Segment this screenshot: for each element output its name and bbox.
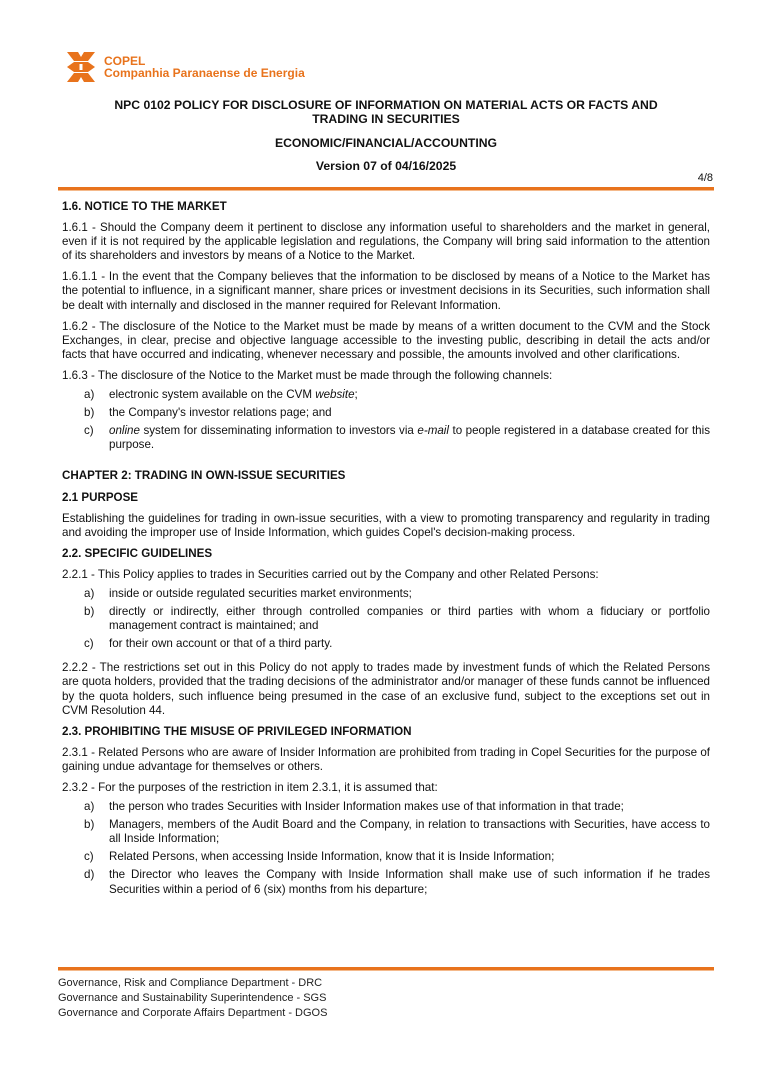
paragraph-1-6-1-1: 1.6.1.1 - In the event that the Company believes that the information to be disclosed by means of a Notice to the Market has the potential to influence, in a significant manner, share prices or investment decisions in its Securities, such information shall be dealt with internally and disclosed in the manner required for Relevant Information. (62, 270, 710, 312)
document-title: NPC 0102 POLICY FOR DISCLOSURE OF INFORMATION ON MATERIAL ACTS OR FACTS AND TRADING IN SECURITIES (114, 98, 658, 126)
document-version: Version 07 of 04/16/2025 (315, 159, 457, 173)
section-heading: 2.2. SPECIFIC GUIDELINES (62, 546, 213, 560)
chapter-heading: CHAPTER 2: TRADING IN OWN-ISSUE SECURITIES (62, 469, 346, 483)
list-item (62, 587, 710, 601)
list-marker: c) (84, 850, 94, 864)
list-marker: c) (84, 424, 94, 438)
list-text: inside or outside regulated securities market environments; (109, 586, 412, 600)
list-item (62, 406, 710, 420)
list-marker: a) (84, 800, 95, 814)
paragraph-2-1: Establishing the guidelines for trading in own-issue securities, with a view to promoting transparency and regularity in trading and avoiding the improper use of Inside Information, which guides Copel's decision-making process. (62, 511, 710, 539)
document-category: ECONOMIC/FINANCIAL/ACCOUNTING (274, 136, 498, 150)
paragraph-1-6-2: 1.6.2 - The disclosure of the Notice to the Market must be made by means of a written document to the CVM and the Stock Exchanges, in clear, precise and objective language accessible to the investing public, describing in detail the acts and/or facts that have occurred and indicating, whenever necessary and possible, the amounts involved and other clarifications. (62, 319, 710, 361)
list-text: the Director who leaves the Company with Inside Information shall make use of such information if he trades Securities within a period of 6 (six) months from his departure; (109, 868, 710, 896)
paragraph-1-6-3: 1.6.3 - The disclosure of the Notice to the Market must be made through the following channels: (62, 368, 553, 382)
list-text-italic: website (315, 388, 355, 402)
logo-name: COPEL (104, 54, 146, 68)
list-text: to people registered in a database created for this purpose. (109, 424, 710, 452)
footer-line: Governance and Corporate Affairs Department - DGOS (58, 1007, 328, 1019)
list-item (62, 388, 710, 402)
list-text: Managers, members of the Audit Board and the Company, in relation to transactions with Securities, have access to all Inside Information; (109, 818, 710, 846)
list-item (62, 850, 710, 864)
section-heading: 2.1 PURPOSE (62, 490, 139, 504)
footer-line: Governance and Sustainability Superintendence - SGS (58, 992, 327, 1004)
list-marker: c) (84, 637, 94, 651)
footer (58, 976, 327, 1021)
trades-list (62, 587, 710, 651)
paragraph-2-3-2: 2.3.2 - For the purposes of the restriction in item 2.3.1, it is assumed that: (62, 781, 438, 794)
list-text: the person who trades Securities with Insider Information makes use of that information in that trade; (109, 800, 624, 814)
paragraph-2-2-1: 2.2.1 - This Policy applies to trades in Securities carried out by the Company and other Related Persons: (62, 567, 599, 581)
list-item (62, 800, 710, 814)
copel-logo-icon (64, 50, 98, 84)
list-item (62, 818, 710, 846)
list-item (62, 868, 710, 896)
page-number: 4/8 (697, 172, 713, 184)
list-marker: d) (84, 868, 95, 882)
section-heading: 1.6. NOTICE TO THE MARKET (62, 200, 227, 213)
list-text: directly or indirectly, either through controlled companies or third parties with whom a fiduciary or portfolio management contract is maintained; and (109, 605, 710, 633)
list-text: for their own account or that of a third party. (109, 637, 333, 651)
list-text-italic: online (109, 424, 140, 438)
paragraph-1-6-1: 1.6.1 - Should the Company deem it pertinent to disclose any information useful to shareholders and the market in general, even if it is not required by the applicable legislation and regulations, the Company will bring said information to the attention of its shareholders and investors by means of a Notice to the Market. (62, 221, 710, 263)
list-text: Related Persons, when accessing Inside Information, know that it is Inside Information; (109, 850, 555, 864)
list-item (62, 605, 710, 633)
list-text: the Company's investor relations page; and (109, 406, 332, 420)
list-text: electronic system available on the CVM (109, 388, 316, 402)
list-marker: a) (84, 586, 95, 600)
list-marker: b) (84, 406, 95, 420)
list-text: system for disseminating information to investors via (139, 424, 418, 438)
list-item (62, 637, 710, 651)
footer-divider (58, 967, 714, 971)
list-marker: a) (84, 388, 95, 402)
paragraph-2-3-1: 2.3.1 - Related Persons who are aware of Insider Information are prohibited from trading in Copel Securities for the purpose of gaining undue advantage for themselves or others. (62, 745, 710, 773)
document-body (62, 200, 710, 907)
list-marker: b) (84, 605, 95, 619)
company-logo (64, 50, 305, 84)
header-divider (58, 187, 714, 191)
logo-subtitle: Companhia Paranaense de Energia (104, 66, 305, 80)
list-item (62, 424, 710, 452)
assumptions-list (62, 800, 710, 897)
list-marker: b) (84, 818, 95, 832)
section-heading: 2.3. PROHIBITING THE MISUSE OF PRIVILEGED INFORMATION (62, 724, 412, 738)
list-text: ; (354, 388, 358, 402)
paragraph-2-2-2: 2.2.2 - The restrictions set out in this Policy do not apply to trades made by investment funds of which the Related Persons are quota holders, provided that the trading decisions of the administrator and/or manager of these funds cannot be influenced by the quota holders, such influence being presumed in the case of an exclusive fund, subject to the exceptions set out in CVM Resolution 44. (62, 661, 710, 717)
list-text-italic: e-mail (417, 424, 449, 438)
footer-line: Governance, Risk and Compliance Department - DRC (58, 977, 323, 989)
channels-list (62, 388, 710, 452)
